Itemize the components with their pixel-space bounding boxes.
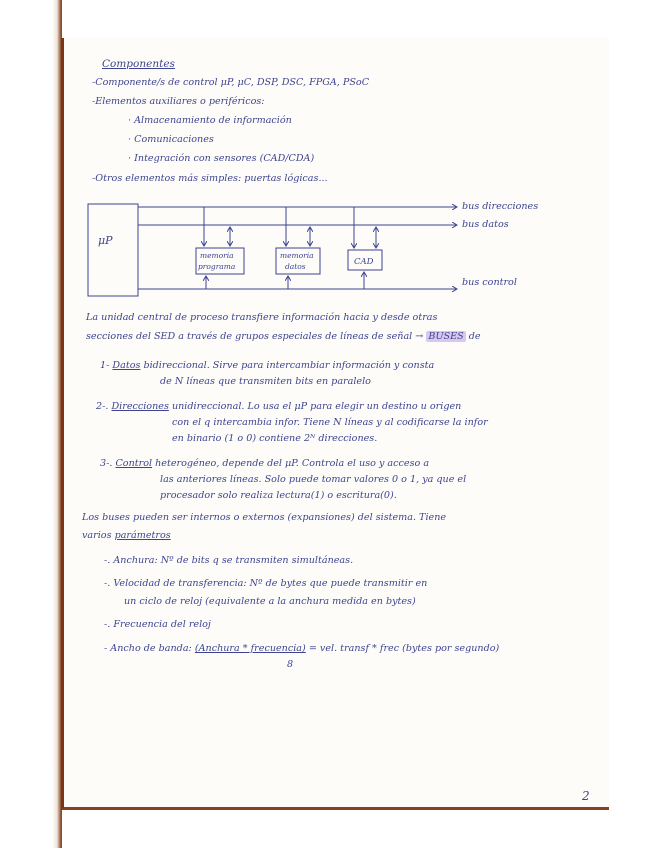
param-ancho-banda <box>104 643 499 655</box>
intro-line-1: La unidad central de proceso transfiere información hacia y desde otras <box>86 312 438 323</box>
bus-datos-desc-2: de N líneas que transmiten bits en paralelo <box>160 376 371 387</box>
param-anchura: -. Anchura: Nº de bits q se transmiten simultáneas. <box>104 555 354 566</box>
components-line-3: -Otros elementos más simples: puertas lógicas... <box>92 173 328 184</box>
params-heading: parámetros <box>114 530 171 541</box>
params-intro-text: varios <box>82 530 112 541</box>
bus-direcciones-name: Direcciones <box>111 401 169 412</box>
bus-direcciones-label: bus direcciones <box>462 201 539 212</box>
bus-datos-label: bus datos <box>462 219 509 230</box>
bus-control-desc-2: las anteriores líneas. Solo puede tomar valores 0 o 1, ya que el <box>160 474 467 485</box>
intro-line-2-text: secciones del SED a través de grupos especiales de líneas de señal → <box>86 331 424 342</box>
page-title: Componentes <box>102 58 175 70</box>
cad-label: CAD <box>354 257 374 267</box>
intro-line-2-tail: de <box>468 331 481 342</box>
bus-datos-desc-1: bidireccional. Sirve para intercambiar información y consta <box>143 360 435 371</box>
ancho-banda-numerator: (Anchura * frecuencia) <box>194 643 306 654</box>
buses-highlight: BUSES <box>428 331 464 342</box>
memoria-programa-label-1: memoria <box>200 251 234 260</box>
param-velocidad-1: -. Velocidad de transferencia: Nº de bytes que puede transmitir en <box>104 578 428 589</box>
bus-control-desc-1: heterogéneo, depende del μP. Controla el uso y acceso a <box>155 458 430 469</box>
components-bullet-2: · Comunicaciones <box>128 134 214 145</box>
bus-block-diagram <box>82 192 562 302</box>
bus-direcciones-desc-1: unidireccional. Lo usa el μP para elegir un destino u origen <box>171 401 462 412</box>
memoria-datos-label-1: memoria <box>280 251 314 260</box>
item-number: 1- <box>100 360 110 371</box>
param-velocidad-2: un ciclo de reloj (equivalente a la anchura medida en bytes) <box>124 596 416 607</box>
components-line-1: -Componente/s de control μP, μC, DSP, DSC, FPGA, PSoC <box>92 77 370 88</box>
bus-direcciones-desc-3: en binario (1 o 0) contiene 2ᴺ direcciones. <box>172 433 378 444</box>
bus-direcciones-desc-2: con el q intercambia infor. Tiene N líneas y al codificarse la infor <box>172 417 488 428</box>
ancho-banda-label: - Ancho de banda: <box>104 643 192 654</box>
intro-line-2 <box>86 331 481 343</box>
item-number: 2-. <box>96 401 109 412</box>
cpu-label: μP <box>98 234 113 247</box>
page-number: 2 <box>582 789 590 803</box>
bus-datos-item <box>100 360 434 372</box>
components-bullet-1: · Almacenamiento de información <box>128 115 292 126</box>
components-bullet-3: · Integración con sensores (CAD/CDA) <box>128 153 315 164</box>
item-number: 3-. <box>100 458 113 469</box>
bus-datos-name: Datos <box>112 360 141 371</box>
bus-control-name: Control <box>115 458 153 469</box>
bus-control-desc-3: procesador solo realiza lectura(1) o escritura(0). <box>160 490 397 501</box>
bus-direcciones-item <box>96 401 461 413</box>
param-frecuencia: -. Frecuencia del reloj <box>104 619 211 630</box>
ancho-banda-result: = vel. transf * frec (bytes por segundo) <box>308 643 500 654</box>
ancho-banda-denominator: 8 <box>287 659 294 670</box>
bus-control-label: bus control <box>462 277 517 288</box>
memoria-datos-label-2: datos <box>285 262 306 271</box>
page-shadow <box>0 0 62 848</box>
params-intro-line-2 <box>82 530 171 542</box>
params-intro-line-1: Los buses pueden ser internos o externos (expansiones) del sistema. Tiene <box>82 512 447 523</box>
memoria-programa-label-2: programa <box>198 262 236 271</box>
components-line-2: -Elementos auxiliares o periféricos: <box>92 96 265 107</box>
microprocessor-block <box>88 204 138 296</box>
bus-control-item <box>100 458 429 470</box>
